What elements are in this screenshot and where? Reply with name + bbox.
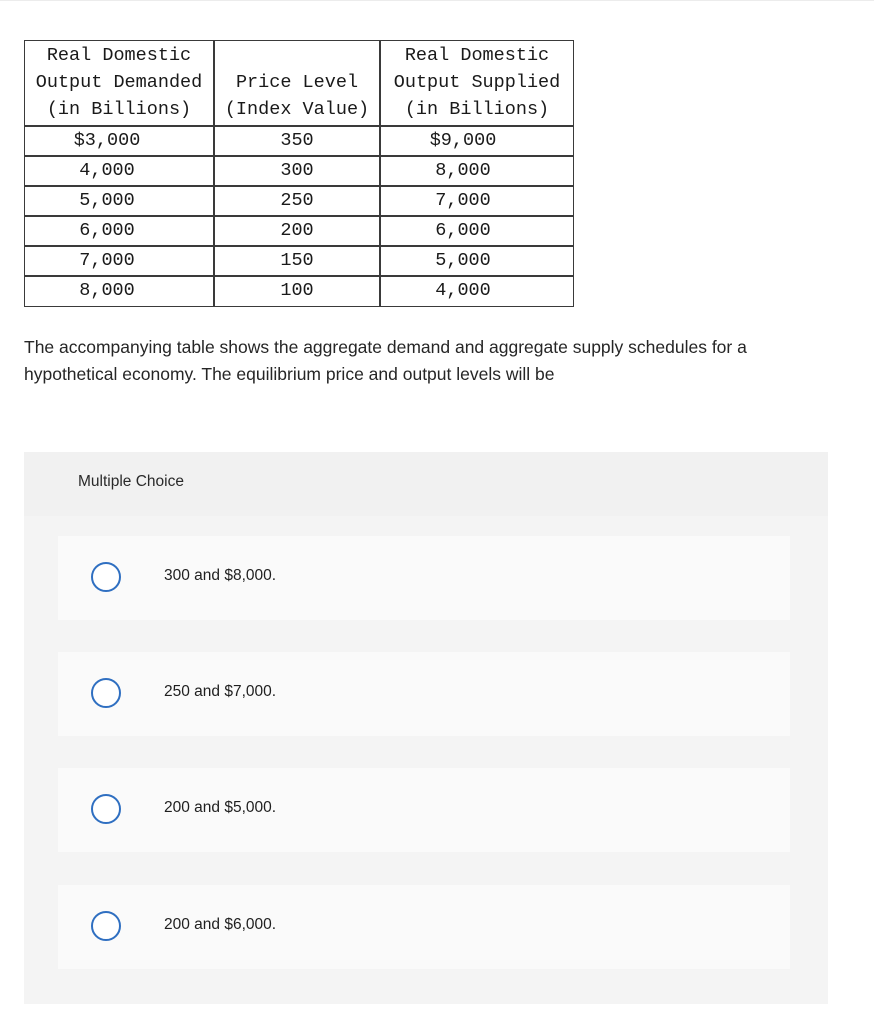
- table-cell: 100: [280, 280, 314, 301]
- header-line: (in Billions): [46, 99, 192, 120]
- radio-button[interactable]: [91, 562, 121, 592]
- answer-option-label: 300 and $8,000.: [164, 567, 277, 584]
- column-header: [381, 41, 573, 125]
- header-line: Real Domestic: [46, 45, 192, 66]
- radio-button[interactable]: [91, 794, 121, 824]
- answer-option-label: 200 and $6,000.: [164, 916, 277, 933]
- header-line: (in Billions): [404, 99, 550, 120]
- table-cell: $3,000: [73, 130, 141, 151]
- column-price-level: [215, 41, 379, 306]
- column-output-demanded: [25, 41, 213, 306]
- header-line: Price Level: [235, 72, 359, 93]
- table-cell: 5,000: [79, 190, 135, 211]
- column-header: [215, 41, 379, 125]
- answer-option-label: 250 and $7,000.: [164, 683, 277, 700]
- table-cell: 350: [280, 130, 314, 151]
- table-cell: 150: [280, 250, 314, 271]
- radio-button[interactable]: [91, 678, 121, 708]
- table-cell: 4,000: [79, 160, 135, 181]
- header-line: (Index Value): [224, 99, 370, 120]
- answer-option[interactable]: [58, 885, 790, 969]
- question-text: The accompanying table shows the aggregate demand and aggregate supply schedules for a hypothetical economy. The equilibrium price and output levels will be: [24, 337, 747, 384]
- table-cell: 5,000: [435, 250, 491, 271]
- table-cell: 7,000: [435, 190, 491, 211]
- answer-option-label: 200 and $5,000.: [164, 799, 277, 816]
- table-cell: 6,000: [79, 220, 135, 241]
- answer-option[interactable]: [58, 652, 790, 736]
- header-line: Real Domestic: [404, 45, 550, 66]
- table-cell: 6,000: [435, 220, 491, 241]
- header-line: Output Demanded: [35, 72, 203, 93]
- table-cell: 8,000: [435, 160, 491, 181]
- multiple-choice-label: Multiple Choice: [78, 473, 184, 490]
- table-cell: 7,000: [79, 250, 135, 271]
- answer-option[interactable]: [58, 536, 790, 620]
- table-cell: 250: [280, 190, 314, 211]
- answer-option[interactable]: [58, 768, 790, 852]
- table-cell: 4,000: [435, 280, 491, 301]
- schedule-table: [24, 40, 574, 307]
- header-line: Output Supplied: [393, 72, 561, 93]
- table-cell: 8,000: [79, 280, 135, 301]
- column-header: [25, 41, 213, 125]
- table-cell: 200: [280, 220, 314, 241]
- table-cell: 300: [280, 160, 314, 181]
- radio-button[interactable]: [91, 911, 121, 941]
- column-output-supplied: [381, 41, 573, 306]
- top-divider: [0, 0, 874, 1]
- table-cell: $9,000: [429, 130, 497, 151]
- multiple-choice-panel: [24, 452, 828, 1004]
- multiple-choice-header: [24, 452, 828, 516]
